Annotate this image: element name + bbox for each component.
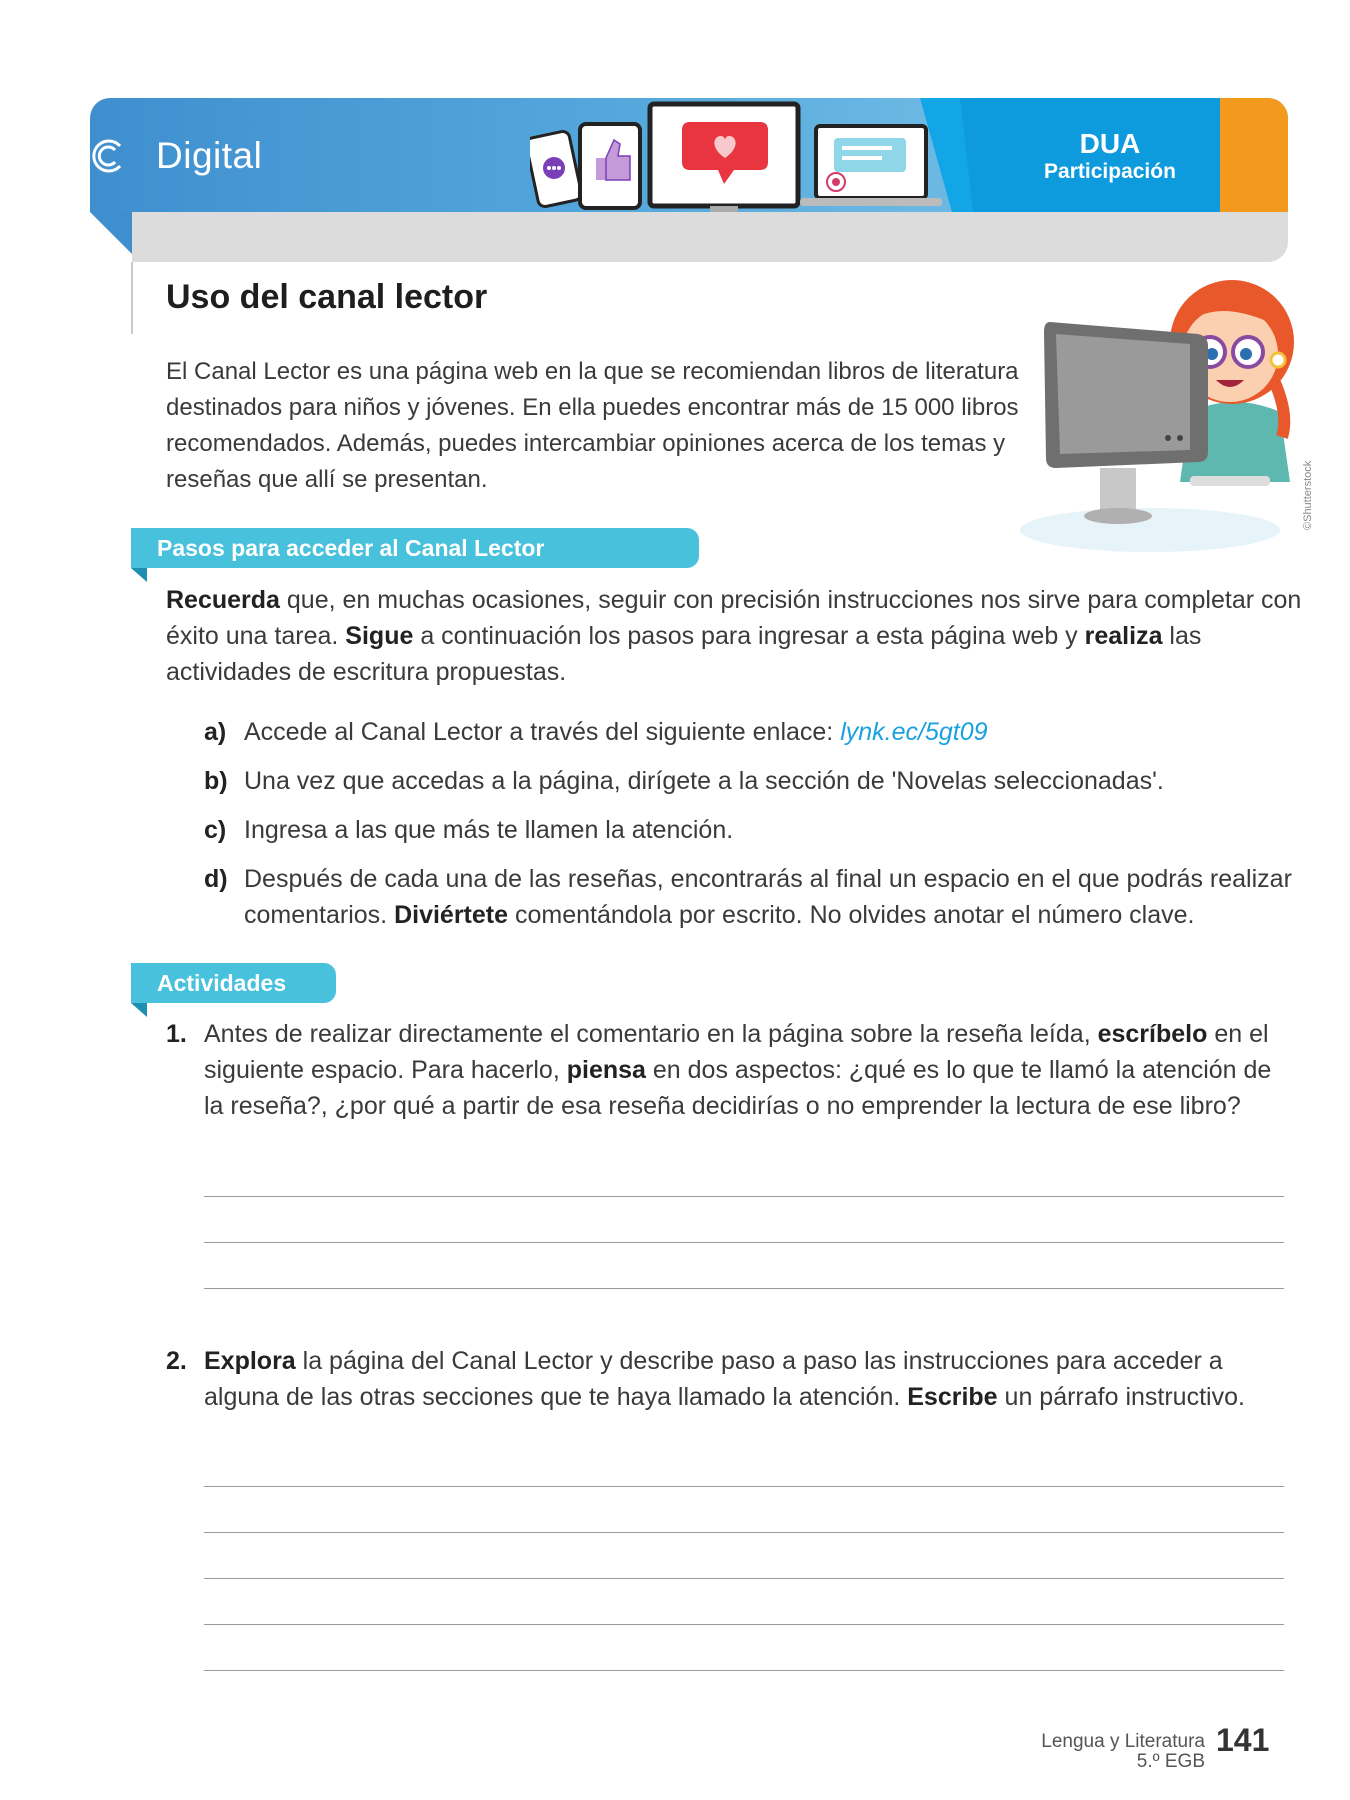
step-item: b) Una vez que accedas a la página, dirígete a la sección de 'Novelas seleccionadas'.: [204, 767, 1164, 795]
canal-lector-link[interactable]: lynk.ec/5gt09: [840, 718, 988, 746]
page-title: Uso del canal lector: [166, 278, 488, 316]
reminder-paragraph: Recuerda que, en muchas ocasiones, seguir con precisión instrucciones nos sirve para completar con éxito una tarea. Sigue a continuación los pasos para ingresar a esta página web y realiza las actividades de escritura propuestas.: [166, 586, 1302, 686]
girl-at-computer-illustration: [1020, 262, 1310, 562]
question-1: 1. Antes de realizar directamente el comentario en la página sobre la reseña leída, escríbelo en el siguiente espacio. Para hacerlo, piensa en dos aspectos: ¿qué es lo que te llamó la atención de la reseña?, ¿por qué a partir de esa reseña decidirías o no emprender la lectura de ese libro?: [166, 1020, 1272, 1120]
footer-subject: Lengua y Literatura 5.º EGB: [1041, 1731, 1205, 1772]
steps-tab-fold: [131, 568, 147, 582]
activities-tab-fold: [131, 1003, 147, 1017]
answer-line[interactable]: [204, 1578, 1284, 1579]
step-item: c) Ingresa a las que más te llamen la atención.: [204, 816, 734, 844]
answer-line[interactable]: [204, 1242, 1284, 1243]
dua-subtitle: Participación: [1044, 160, 1176, 183]
question-2: 2. Explora la página del Canal Lector y describe paso a paso las instrucciones para acceder a alguna de las otras secciones que te haya llamado la atención. Escribe un párrafo instructivo.: [166, 1347, 1245, 1411]
banner-fold: [90, 212, 132, 254]
answer-line[interactable]: [204, 1532, 1284, 1533]
digital-c-icon: [88, 136, 128, 176]
step-item: d) Después de cada una de las reseñas, encontrarás al final un espacio en el que podrás realizar comentarios. Diviértete comentándola por escrito. No olvides anotar el número clave.: [204, 865, 1292, 929]
answer-line[interactable]: [204, 1670, 1284, 1671]
answer-line[interactable]: [204, 1486, 1284, 1487]
steps-tab: Pasos para acceder al Canal Lector: [131, 528, 699, 568]
step-item: a) Accede al Canal Lector a través del siguiente enlace: lynk.ec/5gt09: [204, 718, 988, 746]
section-title: Digital: [156, 135, 263, 176]
dua-title: DUA: [1079, 128, 1141, 159]
intro-paragraph: El Canal Lector es una página web en la que se recomiendan libros de literatura destinados para niños y jóvenes. En ella puedes encontrar más de 15 000 libros recomendados. Además, puedes intercambiar opiniones acerca de los temas y reseñas que allí se presentan.: [166, 358, 1019, 493]
left-rule: [131, 262, 133, 334]
banner-underbar: [132, 212, 1288, 262]
steps-list: [204, 714, 1314, 946]
social-devices-icon: [530, 100, 950, 212]
activities-tab: Actividades: [131, 963, 336, 1003]
image-credit: ©Shutterstock: [1302, 460, 1314, 530]
answer-line[interactable]: [204, 1624, 1284, 1625]
answer-line[interactable]: [204, 1288, 1284, 1289]
answer-line[interactable]: [204, 1196, 1284, 1197]
page-number: 141: [1216, 1722, 1270, 1758]
